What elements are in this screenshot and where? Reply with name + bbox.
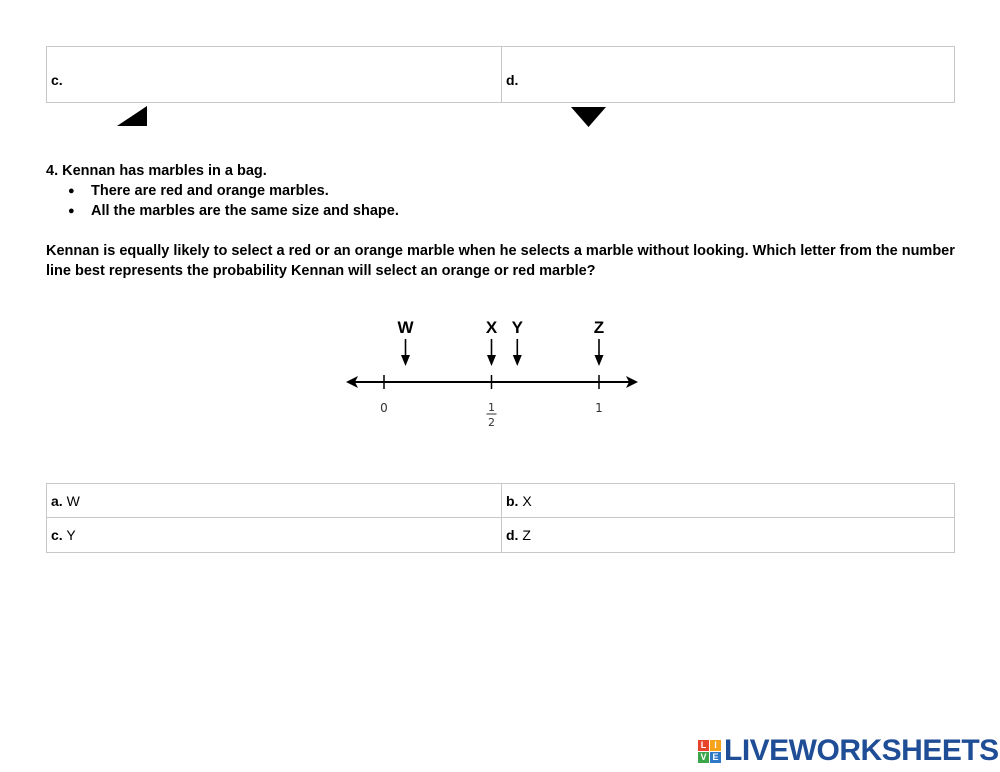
logo-letter: L (698, 740, 709, 751)
down-arrow-head (513, 355, 522, 366)
point-label-w: W (397, 318, 414, 337)
option-d-label: d. (506, 71, 519, 88)
tick-label: 0 (380, 401, 388, 415)
answers-table (46, 483, 955, 553)
tick-label-numerator: 1 (488, 401, 495, 414)
answer-c-text: Y (66, 527, 76, 543)
bullet-1: There are red and orange marbles. (91, 183, 329, 199)
answer-d-text: Z (522, 527, 531, 543)
question-title: 4. Kennan has marbles in a bag. (46, 163, 267, 179)
down-arrow-head (401, 355, 410, 366)
logo-letter: E (710, 752, 721, 763)
tick-label: 1 (595, 401, 603, 415)
option-c-label: c. (51, 71, 63, 88)
answer-b-label: b. (506, 492, 519, 509)
option-c-cell[interactable] (47, 47, 502, 103)
bullet-2: All the marbles are the same size and shape. (91, 203, 399, 219)
down-arrow-head (595, 355, 604, 366)
liveworksheets-logo-icon (698, 740, 721, 763)
logo-letter: V (698, 752, 709, 763)
answer-d-label: d. (506, 527, 519, 543)
answer-a-label: a. (51, 492, 63, 509)
answer-c-label: c. (51, 527, 63, 543)
option-d-cell[interactable] (502, 47, 955, 103)
answer-c-cell[interactable] (47, 518, 502, 553)
answer-d-cell[interactable] (502, 518, 955, 553)
down-arrow-head (487, 355, 496, 366)
point-label-y: Y (511, 318, 523, 337)
bullet-marker: ● (68, 185, 75, 197)
answer-a-text: W (66, 492, 80, 509)
right-triangle-icon (117, 106, 149, 128)
tick-label-denominator: 2 (488, 416, 495, 429)
watermark-text: LIVEWORKSHEETS (724, 734, 999, 767)
number-line (342, 312, 642, 442)
question-prompt: Kennan is equally likely to select a red or an orange marble when he selects a marble without looking. Which letter from the number line best represents the probability Kennan will select an orange or red marble? (46, 243, 955, 279)
answer-a-cell[interactable] (47, 484, 502, 518)
logo-letter: I (710, 740, 721, 751)
shape-options-table (46, 46, 955, 103)
bullet-marker: ● (68, 205, 75, 217)
answer-b-cell[interactable] (502, 484, 955, 518)
answer-b-text: X (522, 492, 532, 509)
point-label-x: X (485, 318, 498, 337)
point-label-z: Z (593, 318, 605, 337)
liveworksheets-watermark (698, 735, 999, 767)
inverted-triangle-icon (571, 107, 607, 131)
